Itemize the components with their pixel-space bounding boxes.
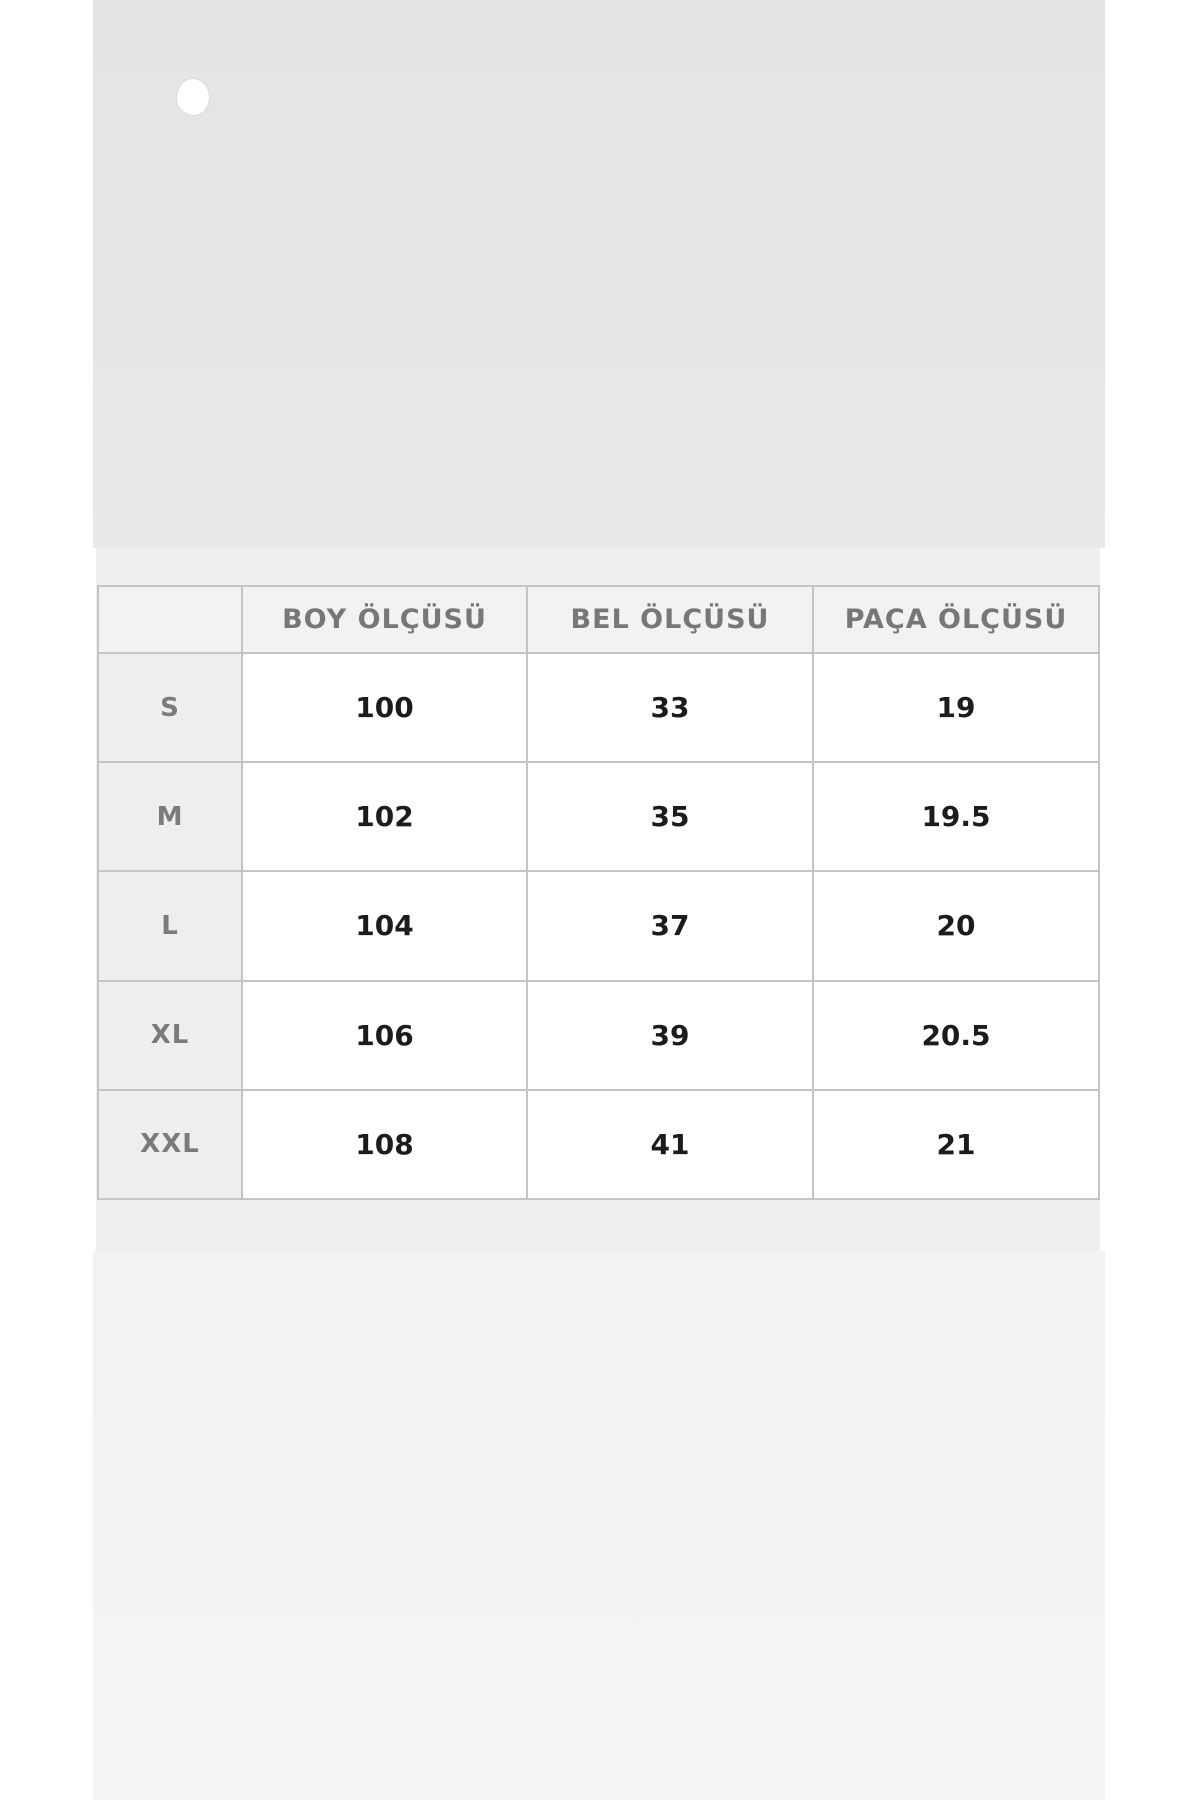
bel-value: 39: [527, 981, 813, 1090]
table-row: [98, 981, 1099, 1090]
size-label: L: [98, 871, 242, 980]
size-label: M: [98, 762, 242, 871]
boy-value: 100: [242, 653, 527, 762]
table-row: [98, 653, 1099, 762]
table-corner-cell: [98, 586, 242, 653]
bel-value: 37: [527, 871, 813, 980]
bottom-background-panel: [93, 1251, 1105, 1800]
table-row: [98, 1090, 1099, 1199]
paca-value: 20.5: [813, 981, 1099, 1090]
paca-value: 20: [813, 871, 1099, 980]
size-label: XL: [98, 981, 242, 1090]
bel-value: 35: [527, 762, 813, 871]
boy-value: 106: [242, 981, 527, 1090]
top-background-panel: [93, 0, 1105, 548]
boy-value: 108: [242, 1090, 527, 1199]
header-paca-olcusu: PAÇA ÖLÇÜSÜ: [813, 586, 1099, 653]
size-chart-table: [97, 585, 1100, 1200]
size-label: S: [98, 653, 242, 762]
boy-value: 104: [242, 871, 527, 980]
bel-value: 33: [527, 653, 813, 762]
table-row: [98, 871, 1099, 980]
table-row: [98, 762, 1099, 871]
blob-icon: [176, 78, 210, 116]
paca-value: 19: [813, 653, 1099, 762]
paca-value: 19.5: [813, 762, 1099, 871]
paca-value: 21: [813, 1090, 1099, 1199]
table-header-row: [98, 586, 1099, 653]
size-label: XXL: [98, 1090, 242, 1199]
bel-value: 41: [527, 1090, 813, 1199]
header-boy-olcusu: BOY ÖLÇÜSÜ: [242, 586, 527, 653]
boy-value: 102: [242, 762, 527, 871]
header-bel-olcusu: BEL ÖLÇÜSÜ: [527, 586, 813, 653]
